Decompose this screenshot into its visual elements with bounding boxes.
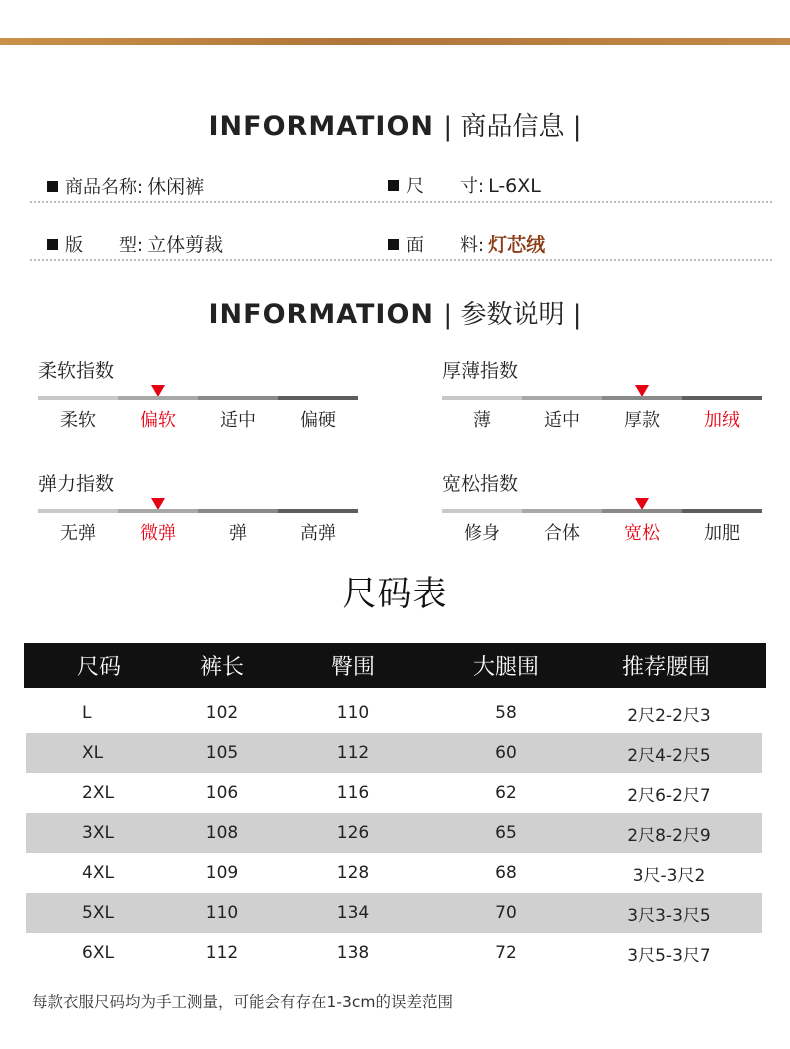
table-cell: L <box>82 703 92 723</box>
table-cell: 60 <box>495 743 517 763</box>
scale-option: 高弹 <box>300 523 336 544</box>
table-cell: 2尺4-2尺5 <box>627 745 711 766</box>
scale-option: 弹 <box>229 523 247 544</box>
table-cell: 2尺8-2尺9 <box>627 825 711 846</box>
info-label: 商品名称: <box>65 177 144 198</box>
scale-option: 微弹 <box>140 523 176 544</box>
table-cell: 109 <box>205 863 239 883</box>
info-value: 休闲裤 <box>147 176 205 198</box>
scale-labels <box>442 519 762 545</box>
scale-title: 宽松指数 <box>442 473 519 495</box>
info-label: 尺 寸: <box>406 176 485 197</box>
table-cell: 112 <box>205 943 239 963</box>
table-cell: 128 <box>336 863 370 883</box>
bullet-square-icon <box>388 239 399 250</box>
scale-bar <box>442 509 762 513</box>
table-cell: 112 <box>336 743 370 763</box>
size-table-header <box>24 643 766 688</box>
info-size <box>388 172 541 198</box>
scale-option: 薄 <box>473 410 491 431</box>
section-heading-parameters <box>0 294 790 331</box>
table-row <box>26 933 762 973</box>
column-header: 大腿围 <box>472 655 539 680</box>
scale-option: 柔软 <box>60 410 96 431</box>
column-header: 尺码 <box>76 655 121 680</box>
info-fit <box>47 230 223 257</box>
column-header: 臀围 <box>330 655 375 680</box>
table-row <box>26 733 762 773</box>
scale-bar <box>38 396 358 400</box>
info-label: 面 料: <box>406 235 485 256</box>
table-cell: 2尺6-2尺7 <box>627 785 711 806</box>
heading-cn: | 参数说明 | <box>443 300 582 330</box>
scale-labels <box>38 406 358 432</box>
scale-option: 宽松 <box>624 523 660 544</box>
scale-option: 加绒 <box>704 410 740 431</box>
info-value: 立体剪裁 <box>147 234 224 256</box>
scale-labels <box>442 406 762 432</box>
table-cell: 2尺2-2尺3 <box>627 705 711 726</box>
table-cell: 58 <box>495 703 517 723</box>
scale-option: 厚款 <box>624 410 660 431</box>
table-cell: 3尺-3尺2 <box>632 865 706 886</box>
table-cell: 2XL <box>82 783 114 803</box>
table-cell: 110 <box>336 703 370 723</box>
table-cell: 3XL <box>82 823 114 843</box>
size-table-body <box>26 693 762 973</box>
table-row <box>26 693 762 733</box>
scale-option: 修身 <box>464 523 500 544</box>
scale-option: 无弹 <box>60 523 96 544</box>
bullet-square-icon <box>388 180 399 191</box>
size-chart-title: 尺码表 <box>342 574 448 614</box>
table-cell: 4XL <box>82 863 114 883</box>
info-label: 版 型: <box>65 235 144 256</box>
scale-labels <box>38 519 358 545</box>
scale-title: 弹力指数 <box>38 473 115 495</box>
table-cell: 68 <box>495 863 517 883</box>
info-row-1 <box>30 163 772 203</box>
table-cell: 110 <box>205 903 239 923</box>
info-value-fabric: 灯芯绒 <box>488 234 546 256</box>
table-row <box>26 813 762 853</box>
table-row <box>26 773 762 813</box>
scale-bar <box>442 396 762 400</box>
table-cell: 134 <box>336 903 370 923</box>
column-header: 推荐腰围 <box>621 655 710 680</box>
table-cell: 6XL <box>82 943 114 963</box>
scale-option: 合体 <box>544 523 580 544</box>
heading-en: INFORMATION <box>208 111 435 142</box>
table-row <box>26 893 762 933</box>
table-cell: 3尺5-3尺7 <box>627 945 711 966</box>
table-cell: 65 <box>495 823 517 843</box>
table-cell: 126 <box>336 823 370 843</box>
column-header: 裤长 <box>199 655 244 680</box>
top-accent-bar <box>0 38 790 45</box>
scale-option: 适中 <box>544 410 580 431</box>
table-row <box>26 853 762 893</box>
table-cell: 108 <box>205 823 239 843</box>
table-cell: 62 <box>495 783 517 803</box>
scale-title: 柔软指数 <box>38 360 115 382</box>
section-heading-product-info <box>0 106 790 143</box>
heading-cn: | 商品信息 | <box>443 112 582 142</box>
table-cell: 5XL <box>82 903 114 923</box>
info-value: L-6XL <box>488 175 541 197</box>
info-fabric <box>388 230 545 257</box>
bullet-square-icon <box>47 239 58 250</box>
info-row-2 <box>30 221 772 261</box>
table-cell: 102 <box>205 703 239 723</box>
table-cell: 106 <box>205 783 239 803</box>
scale-option: 加肥 <box>704 523 740 544</box>
bullet-square-icon <box>47 181 58 192</box>
scale-title: 厚薄指数 <box>442 360 519 382</box>
info-product-name <box>47 172 204 199</box>
table-cell: 3尺3-3尺5 <box>627 905 711 926</box>
table-cell: 105 <box>205 743 239 763</box>
heading-en: INFORMATION <box>208 299 435 330</box>
table-cell: 70 <box>495 903 517 923</box>
scale-option: 适中 <box>220 410 256 431</box>
measurement-footnote: 每款衣服尺码均为手工测量，可能会有存在1-3cm的误差范围 <box>32 993 453 1011</box>
table-cell: 116 <box>336 783 370 803</box>
table-cell: 138 <box>336 943 370 963</box>
table-cell: XL <box>82 743 104 763</box>
scale-bar <box>38 509 358 513</box>
table-cell: 72 <box>495 943 517 963</box>
scale-option: 偏硬 <box>300 410 336 431</box>
scale-option: 偏软 <box>140 410 176 431</box>
